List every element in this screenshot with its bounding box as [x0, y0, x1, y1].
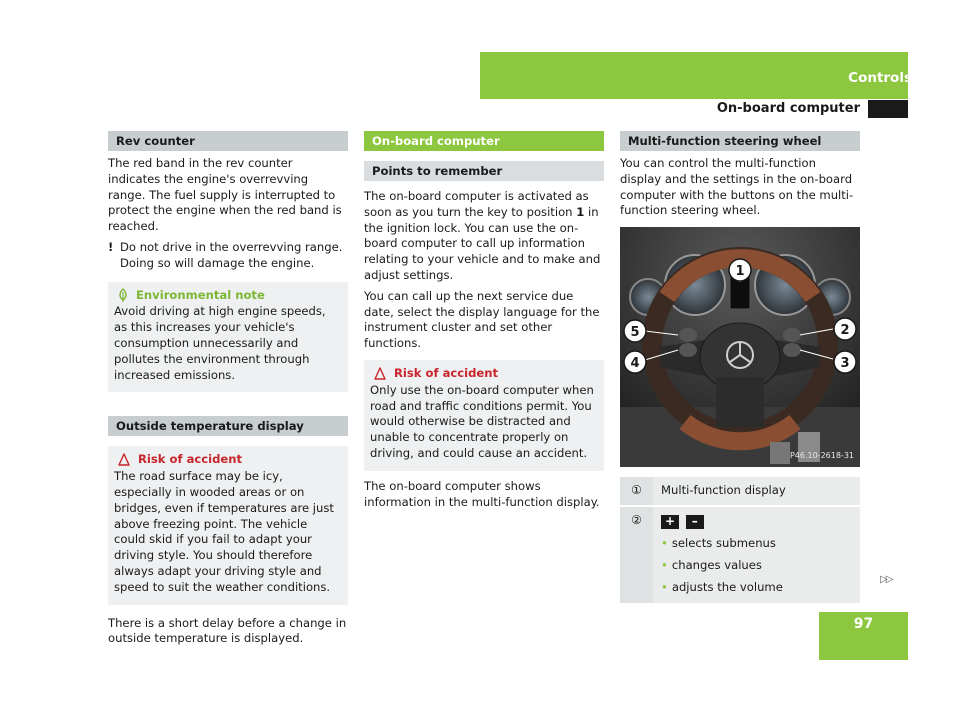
- environmental-note: [108, 282, 348, 393]
- legend-row: [620, 477, 860, 507]
- photo-code: P46.10-2618-31: [789, 451, 854, 461]
- steering-wheel-illustration: [620, 227, 860, 467]
- legend-number: ②: [620, 507, 653, 603]
- header-marker: [868, 100, 908, 118]
- callout-1-label: 1: [735, 264, 745, 280]
- outside-temperature-text: There is a short delay before a change in outside temperature is displayed.: [108, 615, 347, 646]
- section-label: Controls: [848, 70, 912, 86]
- risk-title: Risk of accident: [370, 366, 598, 382]
- risk-text: Only use the on-board computer when road and traffic conditions permit. You would otherwise be distracted and unable to concentrate properly on driving, and could cause an accident.: [370, 382, 594, 460]
- rev-counter-heading: Rev counter: [108, 131, 348, 151]
- callout-2-label: 2: [840, 323, 850, 339]
- environmental-note-title: Environmental note: [114, 288, 342, 304]
- legend-row: [620, 507, 860, 605]
- callout-5-label: 5: [630, 325, 640, 341]
- legend-bullet: • selects submenus: [661, 536, 852, 552]
- legend-table: [620, 477, 860, 605]
- callout-3-label: 3: [840, 356, 850, 372]
- column-right: [620, 131, 860, 605]
- warning-mark: !: [108, 239, 114, 254]
- points-to-remember-heading: Points to remember: [364, 161, 604, 181]
- column-left: [108, 131, 348, 652]
- plus-key-icon: +: [661, 515, 679, 529]
- risk-text: The road surface may be icy, especially in wooded areas or on bridges, even if temperatures are just above freezing point. The vehicle could skid if you fail to adapt your driving style. You should therefore always adapt your driving style and speed to suit the weather conditions.: [114, 469, 334, 594]
- outside-temperature-risk: [108, 446, 348, 604]
- leaf-icon: [118, 288, 128, 302]
- steering-wheel-intro: You can control the multi-function display and the settings in the on-board computer with the buttons on the multi-function steering wheel.: [620, 156, 854, 218]
- outside-temperature-heading: Outside temperature display: [108, 416, 348, 436]
- legend-body: [653, 507, 860, 603]
- environmental-note-text: Avoid driving at high engine speeds, as this increases your vehicle's consumption unnecessarily and pollutes the environment through increased emissions.: [114, 304, 326, 382]
- column-middle: [364, 131, 604, 515]
- legend-number: ①: [620, 477, 653, 505]
- warning-triangle-icon: [374, 367, 386, 381]
- warning-triangle-icon: [118, 453, 130, 467]
- legend-text: Multi-function display: [661, 483, 786, 498]
- rev-counter-warning: [108, 240, 348, 272]
- legend-bullet: • adjusts the volume: [661, 580, 852, 596]
- onboard-computer-p2: You can call up the next service due date, select the display language for the instrument cluster and set other functions.: [364, 288, 600, 351]
- section-tab: [480, 52, 908, 99]
- steering-wheel-photo: [620, 227, 860, 467]
- onboard-computer-risk: [364, 360, 604, 471]
- onboard-computer-heading: On-board computer: [364, 131, 604, 151]
- risk-title: Risk of accident: [114, 452, 342, 468]
- legend-bullet: • changes values: [661, 558, 852, 574]
- key-group: [661, 514, 852, 530]
- onboard-computer-p3: The on-board computer shows information in the multi-function display.: [364, 478, 600, 509]
- page-number: 97: [853, 616, 874, 632]
- callout-4-label: 4: [630, 356, 640, 372]
- continue-arrow-icon: ▷▷: [880, 574, 892, 585]
- minus-key-icon: –: [686, 515, 704, 529]
- onboard-computer-p1: The on-board computer is activated as soon as you turn the key to position 1 in the ignition lock. You can use the on-board computer to call up information relating to your vehicle and to make and adjust settings.: [364, 189, 601, 282]
- page-title: On-board computer: [716, 101, 860, 116]
- rev-counter-text: The red band in the rev counter indicates the engine's overrevving range. The fuel supply is interrupted to protect the engine when the red band is reached.: [108, 156, 342, 234]
- warning-text: Do not drive in the overrevving range. Doing so will damage the engine.: [120, 239, 343, 270]
- steering-wheel-heading: Multi-function steering wheel: [620, 131, 860, 151]
